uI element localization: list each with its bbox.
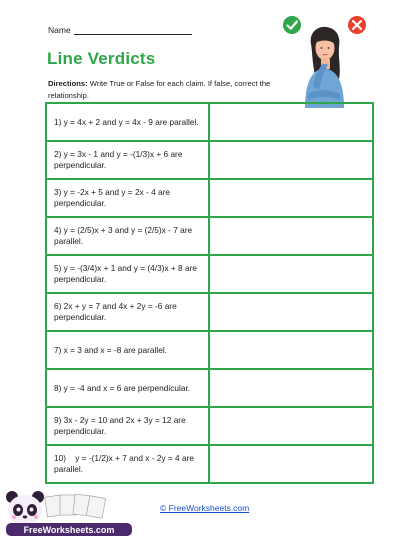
answer-cell[interactable] [209, 103, 373, 141]
table-row [46, 103, 373, 141]
logo-text: FreeWorksheets.com [23, 525, 115, 535]
table-row [46, 407, 373, 445]
answer-cell[interactable] [209, 331, 373, 369]
table-row [46, 179, 373, 217]
question-cell: 7) x = 3 and x = -8 are parallel. [46, 331, 209, 369]
question-cell: 2) y = 3x - 1 and y = -(1/3)x + 6 are perpendicular. [46, 141, 209, 179]
answer-cell[interactable] [209, 293, 373, 331]
table-row [46, 255, 373, 293]
table-row [46, 217, 373, 255]
question-cell: 6) 2x + y = 7 and 4x + 2y = -6 are perpendicular. [46, 293, 209, 331]
answer-cell[interactable] [209, 141, 373, 179]
table-row [46, 293, 373, 331]
answer-cell[interactable] [209, 217, 373, 255]
question-cell: 1) y = 4x + 2 and y = 4x - 9 are parallel. [46, 103, 209, 141]
question-cell: 10) y = -(1/2)x + 7 and x - 2y = 4 are parallel. [46, 445, 209, 483]
name-blank[interactable] [74, 26, 192, 35]
directions-text: Write True or False for each claim. If false, correct the relationship. [48, 79, 271, 100]
x-icon [348, 16, 366, 34]
answer-cell[interactable] [209, 445, 373, 483]
thinking-woman-illustration [278, 10, 370, 108]
panda-logo [2, 488, 134, 539]
answer-cell[interactable] [209, 255, 373, 293]
footer-link[interactable]: © FreeWorksheets.com [160, 503, 250, 513]
name-label: Name [48, 25, 71, 35]
table-row [46, 141, 373, 179]
question-cell: 5) y = -(3/4)x + 1 and y = (4/3)x + 8 are perpendicular. [46, 255, 209, 293]
check-icon [283, 16, 301, 34]
name-row [48, 25, 192, 35]
answer-cell[interactable] [209, 369, 373, 407]
answer-cell[interactable] [209, 407, 373, 445]
worksheet-title: Line Verdicts [47, 49, 156, 68]
question-cell: 8) y = -4 and x = 6 are perpendicular. [46, 369, 209, 407]
question-cell: 4) y = (2/5)x + 3 and y = (2/5)x - 7 are parallel. [46, 217, 209, 255]
table-row [46, 445, 373, 483]
table-row [46, 331, 373, 369]
question-cell: 9) 3x - 2y = 10 and 2x + 3y = 12 are perpendicular. [46, 407, 209, 445]
directions [48, 78, 310, 101]
table-row [46, 369, 373, 407]
answer-table [45, 102, 374, 484]
directions-label: Directions: [48, 79, 88, 88]
question-cell: 3) y = -2x + 5 and y = 2x - 4 are perpendicular. [46, 179, 209, 217]
answer-cell[interactable] [209, 179, 373, 217]
